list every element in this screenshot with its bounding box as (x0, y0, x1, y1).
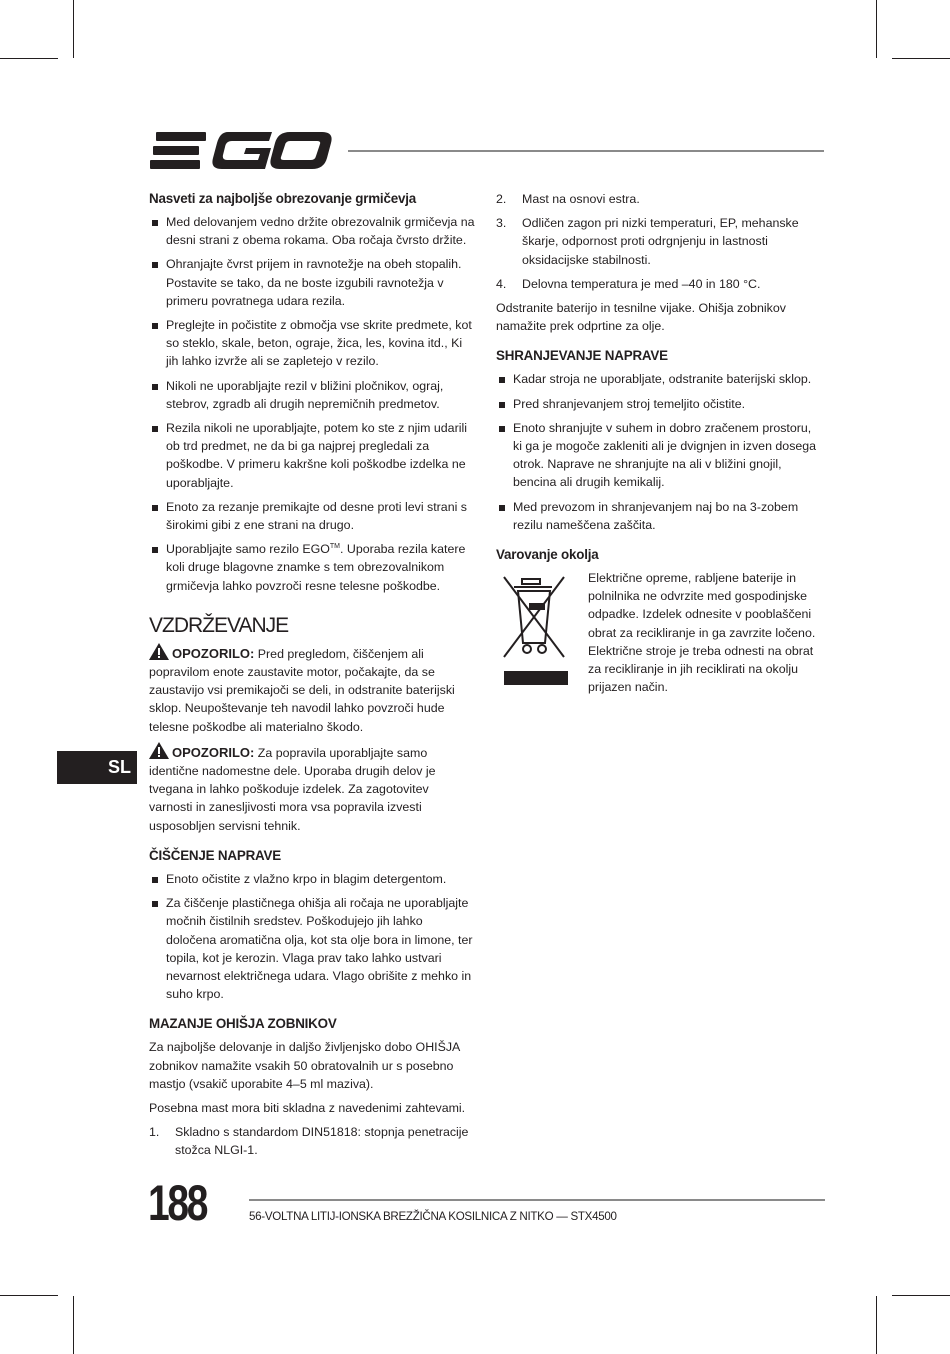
bullet-icon (152, 505, 158, 511)
bullet-icon (152, 323, 158, 329)
list-item-text: Nikoli ne uporabljajte rezil v bližini pločnikov, ograj, stebrov, zgradb ali drugih nepremičnih predmetov. (166, 378, 444, 411)
maintenance-heading: VZDRŽEVANJE (149, 613, 289, 637)
list-item-text: Med prevozom in shranjevanjem naj bo na 3-zobem rezilu nameščena zaščita. (513, 499, 799, 532)
list-item-text: Rezila nikoli ne uporabljajte, potem ko ste z njim udarili ob trd predmet, ne da bi ga najprej pregledali za poškodbe. V primeru kakršne koli poškodbe izdelka ne uporabljajte. (166, 421, 467, 490)
environment-text: Električne opreme, rabljene baterije in polnilnika ne odvrzite med gospodinjske odpadke. Izdelek odnesite v pooblaščeni obrat za recikliranje in ga zavrzite ločeno. Električne stroje je treba odnesti na obrat za recikliranje in jih reciklirati na okolju prijazen način. (588, 571, 816, 695)
bullet-icon (152, 901, 158, 907)
tips-list (149, 213, 475, 595)
storage-list (496, 370, 822, 534)
language-tab: SL (57, 751, 137, 784)
bullet-icon (152, 877, 158, 883)
crop-mark (0, 58, 58, 59)
warning-label: OPOZORILO: (172, 645, 255, 661)
ego-logo (150, 130, 332, 172)
list-item (149, 894, 475, 1003)
crop-mark (892, 58, 950, 59)
list-item-text: Ohranjajte čvrst prijem in ravnotežje na obeh stopalih. Postavite se tako, da ne boste izgubili ravnotežja v primeru povratnega udara rezila. (166, 257, 462, 308)
list-item-text-b: . Uporaba rezila katere koli druge blagovne znamke s tem obrezovalnikom grmičevja lahko povzroči resne telesne poškodbe. (166, 542, 466, 593)
lubrication-paragraph: Za najboljše delovanje in daljšo življenjsko dobo OHIŠJA zobnikov namažite vsakih 50 obratovalnih ur s posebno mastjo (vsakič uporabite 4–5 ml maziva). (149, 1040, 460, 1091)
tips-title: Nasveti za najboljše obrezovanje grmičevja (149, 191, 416, 206)
environment-heading: Varovanje okolja (496, 547, 599, 563)
bullet-icon (152, 220, 158, 226)
crop-mark (876, 1296, 877, 1354)
list-item (496, 190, 822, 208)
bullet-icon (499, 505, 505, 511)
list-number: 1. (149, 1125, 160, 1140)
list-item-text: Med delovanjem vedno držite obrezovalnik grmičevja na desni strani z obema rokama. Oba ročaja čvrsto držite. (166, 215, 475, 248)
footer-title: 56-VOLTNA LITIJ-IONSKA BREZŽIČNA KOSILNICA Z NITKO — STX4500 (249, 1210, 617, 1223)
list-item-text: Enoto shranjujte v suhem in dobro zračenem prostoru, ki ga je mogoče zakleniti ali je dvignjen in izven dosega otrok. Naprave ne shranjujte na ali v bližini gnojil, bencina ali drugih kemikalij. (513, 420, 817, 490)
list-item (496, 370, 822, 388)
list-item (149, 255, 475, 310)
bullet-icon (152, 384, 158, 390)
left-column (149, 190, 475, 1166)
bullet-icon (152, 262, 158, 268)
list-item (496, 419, 822, 492)
list-item-text: Mast na osnovi estra. (522, 192, 640, 206)
list-item (496, 498, 822, 534)
bullet-icon (499, 402, 505, 408)
weee-bin-icon (496, 569, 588, 696)
list-item-text: Odličen zagon pri nizki temperaturi, EP, mehanske škarje, odpornost proti odrgnjenju in lastnosti oksidacijske stabilnosti. (522, 216, 799, 267)
header-rule (348, 150, 824, 152)
list-item-text: Za čiščenje plastičnega ohišja ali ročaja ne uporabljajte močnih čistilnih sredstev. Poškodujejo jih lahko določena aromatična olja, kot sta olje bora in limone, ter topila, kot je kerozin. Vlaga prav tako lahko ustvari nevarnost električnega udara. Vlago obrišite z mehko in suho krpo. (166, 896, 473, 1002)
list-item-text: Kadar stroja ne uporabljate, odstranite baterijski sklop. (513, 372, 812, 387)
warning-paragraph (149, 643, 475, 736)
trademark-sup: TM (329, 543, 341, 551)
page-number: 188 (148, 1175, 207, 1231)
warning-label: OPOZORILO: (172, 744, 255, 760)
crop-mark (892, 1295, 950, 1296)
storage-heading: SHRANJEVANJE NAPRAVE (496, 348, 668, 364)
right-column (496, 190, 822, 696)
cleaning-heading: ČIŠČENJE NAPRAVE (149, 847, 281, 863)
lubrication-instructions: Odstranite baterijo in tesnilne vijake. Ohišja zobnikov namažite prek odprtine za olje. (496, 301, 786, 334)
list-number: 2. (496, 192, 507, 206)
list-number: 4. (496, 276, 507, 291)
list-item-text: Enoto za rezanje premikajte od desne proti levi strani s širokimi gibi z ene strani na drugo. (166, 499, 467, 533)
list-item (149, 419, 475, 492)
requirements-list-continued (496, 190, 822, 293)
cleaning-list (149, 870, 475, 1003)
list-item-text: Skladno s standardom DIN51818: stopnja penetracije stožca NLGI-1. (175, 1125, 469, 1158)
crop-mark (0, 1295, 58, 1296)
environment-block (496, 569, 822, 696)
list-item-text-a: Uporabljajte samo rezilo EGO (166, 542, 330, 557)
warning-text: Za popravila uporabljajte samo identične nadomestne dele. Uporaba drugih delov je tvegana in lahko poškoduje izdelek. Za zagotovitev varnosti in zanesljivosti mora vsa popravila izvesti usposobljen servisni tehnik. (149, 745, 436, 833)
lubrication-requirements: Posebna mast mora biti skladna z navedenimi zahtevami. (149, 1100, 466, 1115)
list-item (496, 275, 822, 293)
list-item-text: Delovna temperatura je med –40 in 180 °C. (522, 276, 761, 291)
list-item-text: Enoto očistite z vlažno krpo in blagim detergentom. (166, 871, 447, 886)
list-item (149, 870, 475, 888)
footer-rule (249, 1199, 825, 1201)
list-item (149, 540, 475, 595)
warning-paragraph (149, 742, 475, 835)
list-item (149, 377, 475, 413)
list-number: 3. (496, 216, 507, 231)
list-item-text: Pred shranjevanjem stroj temeljito očistite. (513, 396, 746, 411)
bullet-icon (152, 426, 158, 432)
crop-mark (876, 0, 877, 58)
list-item (149, 316, 475, 371)
lubrication-heading: MAZANJE OHIŠJA ZOBNIKOV (149, 1016, 337, 1032)
list-item (149, 213, 475, 249)
list-item-text: Preglejte in počistite z območja vse skrite predmete, kot so steklo, skale, beton, ograje, žica, les, kovina itd., Ki jih lahko izvrže ali se zapletejo v rezilo. (166, 318, 472, 369)
warning-icon (149, 742, 169, 759)
warning-text: Pred pregledom, čiščenjem ali popravilom enote zaustavite motor, počakajte, da se zaustavijo vsi premikajoči se deli, in odstranite baterijski sklop. Neupoštevanje teh navodil lahko povzroči hude telesne poškodbe ali materialno škodo. (149, 646, 455, 734)
warning-icon (149, 643, 169, 660)
bullet-icon (499, 377, 505, 383)
bullet-icon (499, 426, 505, 432)
crop-mark (73, 0, 74, 58)
list-item (496, 214, 822, 269)
list-item (496, 395, 822, 413)
list-item (149, 1123, 475, 1159)
list-item (149, 498, 475, 534)
crop-mark (73, 1296, 74, 1354)
requirements-list (149, 1123, 475, 1159)
bullet-icon (152, 547, 158, 553)
